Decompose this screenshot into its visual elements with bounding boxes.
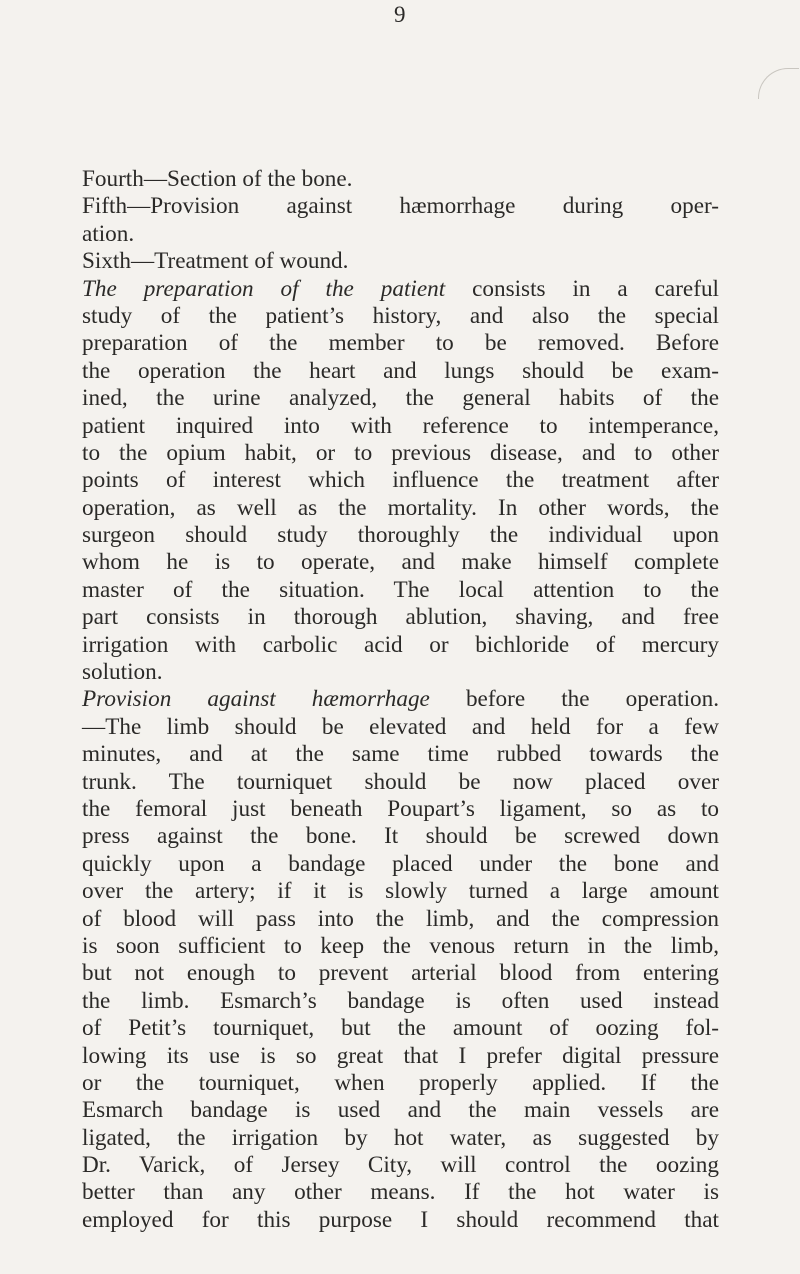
paper-fold-mark: [758, 68, 799, 99]
line-text: the femoral just beneath Poupart’s ligament, so as to: [82, 795, 719, 822]
line-text: employed for this purpose I should recommend that: [82, 1206, 719, 1233]
text-line: [82, 933, 719, 960]
text-line: [82, 358, 719, 385]
text-line: [82, 851, 719, 878]
text-line: [82, 193, 719, 220]
text-line: [82, 1043, 719, 1070]
line-text: better than any other means. If the hot water is: [82, 1179, 719, 1206]
text-line: [82, 906, 719, 933]
line-text: master of the situation. The local attention to the: [82, 576, 719, 603]
line-text: is soon sufficient to keep the venous return in the limb,: [82, 932, 719, 959]
line-text: —The limb should be elevated and held for a few: [82, 713, 719, 740]
line-text: Esmarch bandage is used and the main vessels are: [82, 1097, 719, 1124]
line-text: trunk. The tourniquet should be now placed over: [82, 768, 719, 795]
line-text: study of the patient’s history, and also the special: [82, 302, 719, 329]
text-line: [82, 604, 719, 631]
line-text: press against the bone. It should be screwed down: [82, 823, 719, 850]
text-line: [82, 796, 719, 823]
text-line: [82, 960, 719, 987]
line-text: minutes, and at the same time rubbed towards the: [82, 741, 719, 768]
text-line: [82, 413, 719, 440]
line-text: ation.: [82, 220, 135, 247]
text-line: [82, 741, 719, 768]
text-line: [82, 276, 719, 303]
text-line: [82, 1207, 719, 1234]
text-line: [82, 988, 719, 1015]
text-line: [82, 549, 719, 576]
text-line: [82, 632, 719, 659]
text-line: [82, 303, 719, 330]
line-text: preparation of the member to be removed. Before: [82, 330, 719, 357]
line-text: whom he is to operate, and make himself complete: [82, 549, 719, 576]
line-text: ined, the urine analyzed, the general habits of the: [82, 385, 719, 412]
line-text: or the tourniquet, when properly applied. If the: [82, 1069, 719, 1096]
text-line: [82, 769, 719, 796]
text-line: [82, 440, 719, 467]
line-text: but not enough to prevent arterial blood from entering: [82, 960, 719, 987]
line-text: points of interest which influence the treatment after: [82, 467, 719, 494]
text-line: [82, 1015, 719, 1042]
italic-heading: Provision against hæmorrhage: [82, 686, 430, 713]
line-text: patient inquired into with reference to intemperance,: [82, 412, 719, 439]
line-text: ligated, the irrigation by hot water, as suggested by: [82, 1124, 719, 1151]
text-line: [82, 659, 719, 686]
text-line: [82, 522, 719, 549]
line-text: of Petit’s tourniquet, but the amount of oozing fol-: [82, 1015, 719, 1042]
text-line: [82, 1152, 719, 1179]
text-line: [82, 248, 719, 275]
line-text: quickly upon a bandage placed under the bone and: [82, 850, 719, 877]
line-text: lowing its use is so great that I prefer digital pressure: [82, 1042, 719, 1069]
text-body: [82, 166, 719, 1234]
text-line: [82, 878, 719, 905]
line-text: Fifth—Provision against hæmorrhage during oper-: [82, 193, 719, 220]
text-line: [82, 823, 719, 850]
line-text: to the opium habit, or to previous disease, and to other: [82, 439, 719, 466]
text-line: [82, 330, 719, 357]
text-line: [82, 1097, 719, 1124]
text-line: [82, 686, 719, 713]
line-text: Fourth—Section of the bone.: [82, 166, 353, 192]
text-line: [82, 577, 719, 604]
italic-heading: The preparation of the patient: [82, 275, 446, 302]
text-line: [82, 1070, 719, 1097]
text-line: [82, 467, 719, 494]
line-text: operation, as well as the mortality. In other words, the: [82, 494, 719, 521]
text-line: [82, 714, 719, 741]
line-text: Sixth—Treatment of wound.: [82, 248, 349, 275]
line-text: surgeon should study thoroughly the individual upon: [82, 522, 719, 549]
page-number: 9: [394, 2, 406, 27]
line-text: part consists in thorough ablution, shaving, and free: [82, 604, 719, 631]
line-text: the limb. Esmarch’s bandage is often used instead: [82, 987, 719, 1014]
line-text: consists in a careful: [445, 275, 719, 302]
text-line: [82, 385, 719, 412]
line-text: over the artery; if it is slowly turned a large amount: [82, 878, 719, 905]
text-line: [82, 1125, 719, 1152]
line-text: irrigation with carbolic acid or bichloride of mercury: [82, 631, 719, 658]
line-text: the operation the heart and lungs should be exam-: [82, 357, 719, 384]
line-text: before the operation.: [429, 686, 719, 713]
text-line: [82, 495, 719, 522]
line-text: solution.: [82, 659, 163, 686]
text-line: [82, 166, 719, 193]
line-text: of blood will pass into the limb, and the compression: [82, 905, 719, 932]
text-line: [82, 1179, 719, 1206]
line-text: Dr. Varick, of Jersey City, will control the oozing: [82, 1152, 719, 1179]
text-line: [82, 221, 719, 248]
